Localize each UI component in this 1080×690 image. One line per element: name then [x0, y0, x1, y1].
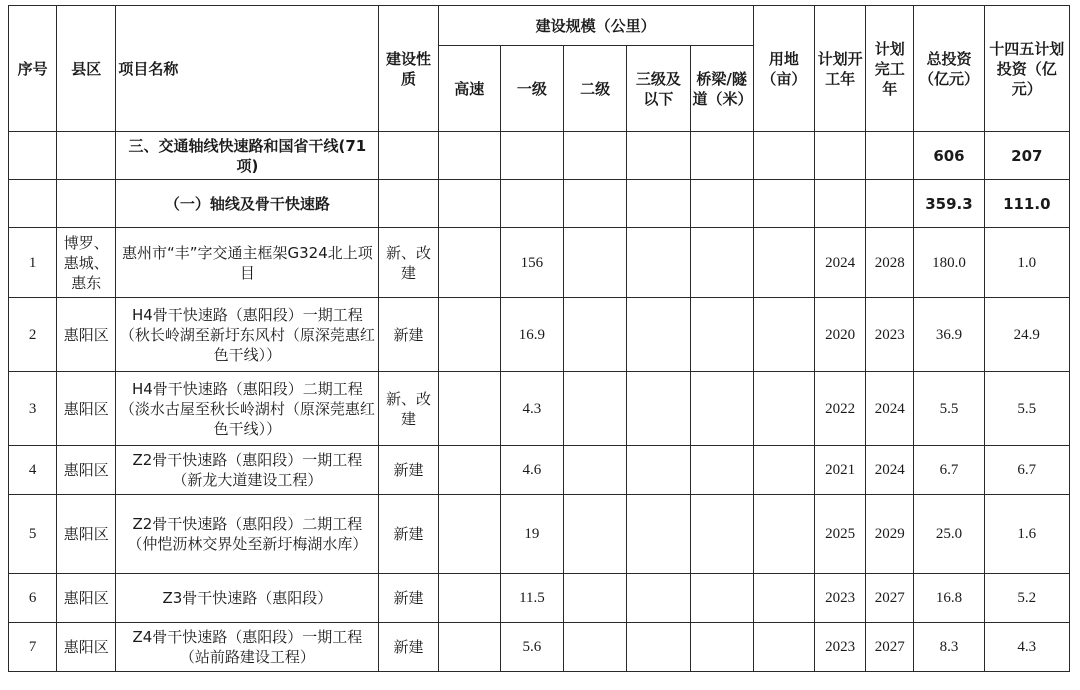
cell-level1: 4.6 — [500, 446, 563, 495]
cell-start: 2020 — [814, 298, 865, 372]
cell-county: 惠阳区 — [57, 446, 116, 495]
cell-end: 2024 — [866, 446, 914, 495]
cell-start: 2023 — [814, 574, 865, 623]
cell-name: Z4骨干快速路（惠阳段）一期工程（站前路建设工程） — [116, 623, 379, 672]
cell-level1: 11.5 — [500, 574, 563, 623]
header-nature: 建设性质 — [379, 6, 438, 132]
cell-plan: 5.2 — [984, 574, 1069, 623]
cell-plan: 24.9 — [984, 298, 1069, 372]
cell-invest: 6.7 — [914, 446, 984, 495]
cell-county: 惠阳区 — [57, 623, 116, 672]
cell-level1: 16.9 — [500, 298, 563, 372]
cell-seq: 3 — [9, 372, 57, 446]
header-scale: 建设规模（公里） — [438, 6, 753, 46]
section-plan: 207 — [984, 132, 1069, 180]
cell-seq: 6 — [9, 574, 57, 623]
cell-invest: 25.0 — [914, 495, 984, 574]
cell-invest: 36.9 — [914, 298, 984, 372]
subsection-plan: 111.0 — [984, 180, 1069, 228]
cell-plan: 1.6 — [984, 495, 1069, 574]
cell-start: 2023 — [814, 623, 865, 672]
table-row — [9, 372, 1070, 446]
cell-level1: 19 — [500, 495, 563, 574]
cell-county: 惠阳区 — [57, 298, 116, 372]
table-row — [9, 495, 1070, 574]
cell-nature: 新、改建 — [379, 372, 438, 446]
table-row — [9, 623, 1070, 672]
cell-end: 2023 — [866, 298, 914, 372]
cell-nature: 新建 — [379, 446, 438, 495]
cell-county: 博罗、惠城、惠东 — [57, 228, 116, 298]
cell-seq: 7 — [9, 623, 57, 672]
cell-name: Z2骨干快速路（惠阳段）二期工程（仲恺沥林交界处至新圩梅湖水库） — [116, 495, 379, 574]
cell-start: 2021 — [814, 446, 865, 495]
cell-county: 惠阳区 — [57, 574, 116, 623]
cell-county: 惠阳区 — [57, 372, 116, 446]
table-row — [9, 298, 1070, 372]
header-invest: 总投资（亿元） — [914, 6, 984, 132]
cell-plan: 5.5 — [984, 372, 1069, 446]
header-plan: 十四五计划投资（亿元） — [984, 6, 1069, 132]
cell-plan: 4.3 — [984, 623, 1069, 672]
cell-nature: 新建 — [379, 298, 438, 372]
table-row — [9, 446, 1070, 495]
section-title: 三、交通轴线快速路和国省干线(71项) — [116, 132, 379, 180]
cell-seq: 5 — [9, 495, 57, 574]
cell-nature: 新、改建 — [379, 228, 438, 298]
cell-end: 2028 — [866, 228, 914, 298]
cell-plan: 6.7 — [984, 446, 1069, 495]
subsection-row — [9, 180, 1070, 228]
cell-name: Z2骨干快速路（惠阳段）一期工程（新龙大道建设工程） — [116, 446, 379, 495]
cell-nature: 新建 — [379, 623, 438, 672]
cell-name: H4骨干快速路（惠阳段）二期工程（淡水古屋至秋长岭湖村（原深莞惠红色干线）） — [116, 372, 379, 446]
cell-level1: 156 — [500, 228, 563, 298]
cell-name: 惠州市“丰”字交通主框架G324北上项目 — [116, 228, 379, 298]
cell-county: 惠阳区 — [57, 495, 116, 574]
header-seq: 序号 — [9, 6, 57, 132]
header-end: 计划完工年 — [866, 6, 914, 132]
header-level2: 二级 — [564, 46, 627, 132]
header-level3: 三级及以下 — [627, 46, 690, 132]
section-row — [9, 132, 1070, 180]
cell-nature: 新建 — [379, 495, 438, 574]
cell-plan: 1.0 — [984, 228, 1069, 298]
cell-invest: 180.0 — [914, 228, 984, 298]
header-row-1 — [9, 6, 1070, 46]
header-highway: 高速 — [438, 46, 500, 132]
project-table — [8, 5, 1070, 672]
header-name: 项目名称 — [116, 6, 379, 132]
cell-invest: 5.5 — [914, 372, 984, 446]
table-row — [9, 574, 1070, 623]
cell-name: Z3骨干快速路（惠阳段） — [116, 574, 379, 623]
cell-seq: 4 — [9, 446, 57, 495]
cell-seq: 2 — [9, 298, 57, 372]
cell-invest: 8.3 — [914, 623, 984, 672]
cell-end: 2029 — [866, 495, 914, 574]
cell-level1: 4.3 — [500, 372, 563, 446]
cell-start: 2024 — [814, 228, 865, 298]
subsection-title: （一）轴线及骨干快速路 — [116, 180, 379, 228]
header-level1: 一级 — [500, 46, 563, 132]
header-start: 计划开工年 — [814, 6, 865, 132]
cell-level1: 5.6 — [500, 623, 563, 672]
cell-end: 2027 — [866, 623, 914, 672]
header-land: 用地（亩） — [753, 6, 814, 132]
cell-nature: 新建 — [379, 574, 438, 623]
section-invest: 606 — [914, 132, 984, 180]
subsection-invest: 359.3 — [914, 180, 984, 228]
cell-end: 2027 — [866, 574, 914, 623]
cell-name: H4骨干快速路（惠阳段）一期工程（秋长岭湖至新圩东风村（原深莞惠红色干线）） — [116, 298, 379, 372]
cell-seq: 1 — [9, 228, 57, 298]
cell-start: 2022 — [814, 372, 865, 446]
header-county: 县区 — [57, 6, 116, 132]
cell-start: 2025 — [814, 495, 865, 574]
cell-end: 2024 — [866, 372, 914, 446]
header-bridge: 桥梁/隧道（米） — [690, 46, 753, 132]
cell-invest: 16.8 — [914, 574, 984, 623]
table-row — [9, 228, 1070, 298]
